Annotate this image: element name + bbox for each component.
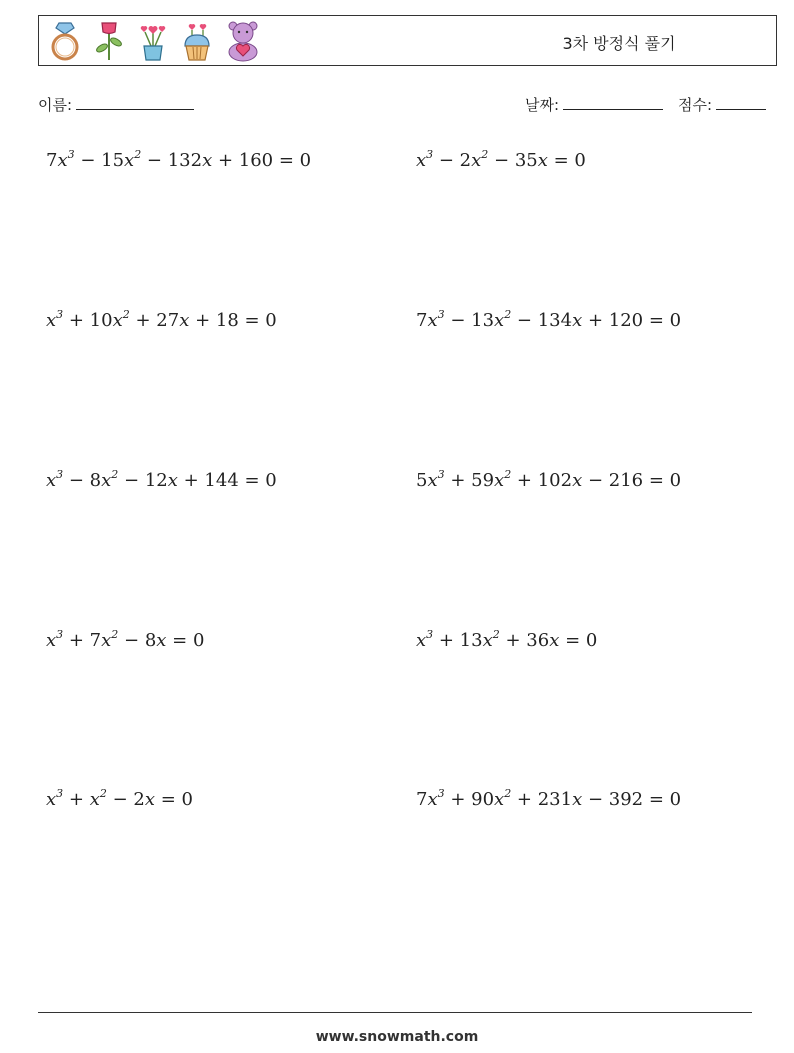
variable: $x^3$ bbox=[46, 468, 64, 491]
equation-term: − 8 bbox=[63, 470, 102, 491]
equation-term: − 15 bbox=[74, 150, 125, 171]
variable: x bbox=[572, 789, 583, 810]
problem-2 bbox=[416, 150, 586, 171]
exponent: 2 bbox=[99, 787, 107, 800]
problem-6 bbox=[416, 470, 681, 491]
variable: x bbox=[537, 150, 548, 171]
name-label: 이름: bbox=[38, 96, 73, 114]
date-label: 날짜: bbox=[525, 96, 560, 114]
equation-term: − 134 bbox=[511, 310, 573, 331]
name-blank[interactable] bbox=[76, 95, 194, 110]
variable: $x^3$ bbox=[46, 628, 64, 651]
equation-term: + 120 = 0 bbox=[582, 310, 682, 331]
variable: $x^2$ bbox=[494, 308, 512, 331]
score-field bbox=[678, 94, 766, 115]
variable: $x^2$ bbox=[89, 787, 107, 810]
variable: x bbox=[156, 630, 167, 651]
equation-term: + 160 = 0 bbox=[212, 150, 312, 171]
exponent: 2 bbox=[111, 468, 119, 481]
problem-8 bbox=[416, 630, 597, 651]
equation-term: + 90 bbox=[444, 789, 495, 810]
equation-term: + 102 bbox=[511, 470, 573, 491]
exponent: 3 bbox=[426, 628, 434, 641]
variable: $x^2$ bbox=[112, 308, 130, 331]
variable: $x^3$ bbox=[46, 308, 64, 331]
equation-term: + 27 bbox=[129, 310, 180, 331]
header-box bbox=[38, 15, 777, 66]
equation-term: = 0 bbox=[559, 630, 598, 651]
equation-term: = 0 bbox=[154, 789, 193, 810]
footer-divider bbox=[38, 1012, 752, 1013]
equation-term: + 10 bbox=[63, 310, 113, 331]
equation-term: − 12 bbox=[118, 470, 168, 491]
variable: x bbox=[549, 630, 560, 651]
coefficient: 7 bbox=[416, 789, 428, 810]
variable: $x^2$ bbox=[482, 628, 500, 651]
footer-url[interactable]: www.snowmath.com bbox=[315, 1029, 479, 1045]
coefficient: 7 bbox=[46, 150, 58, 171]
problem-10 bbox=[416, 789, 681, 810]
problem-5 bbox=[46, 470, 277, 491]
exponent: 3 bbox=[426, 148, 434, 161]
variable: $x^3$ bbox=[57, 148, 75, 171]
exponent: 3 bbox=[56, 308, 64, 321]
page-title: 3차 방정식 풀기 bbox=[562, 34, 676, 53]
date-blank[interactable] bbox=[563, 95, 663, 110]
variable: $x^3$ bbox=[416, 148, 434, 171]
equation-term: − 8 bbox=[118, 630, 157, 651]
variable: $x^3$ bbox=[427, 787, 445, 810]
variable: x bbox=[144, 789, 155, 810]
variable: x bbox=[572, 310, 583, 331]
equation-term: + 7 bbox=[63, 630, 102, 651]
equation-term: + 144 = 0 bbox=[177, 470, 277, 491]
exponent: 3 bbox=[56, 468, 64, 481]
teddy-bear-icon bbox=[223, 20, 263, 62]
equation-term: + 18 = 0 bbox=[189, 310, 277, 331]
variable: $x^2$ bbox=[494, 468, 512, 491]
equation-term: + 36 bbox=[499, 630, 550, 651]
exponent: 3 bbox=[437, 468, 445, 481]
ring-icon bbox=[45, 20, 85, 62]
equation-term: + 13 bbox=[433, 630, 483, 651]
variable: x bbox=[167, 470, 178, 491]
problem-3 bbox=[46, 310, 277, 331]
equation-term: = 0 bbox=[547, 150, 586, 171]
cupcake-icon bbox=[177, 20, 217, 62]
equation-term: − 13 bbox=[444, 310, 495, 331]
variable: $x^2$ bbox=[124, 148, 142, 171]
variable: $x^2$ bbox=[101, 628, 119, 651]
variable: $x^2$ bbox=[101, 468, 119, 491]
equation-term: = 0 bbox=[166, 630, 205, 651]
variable: $x^3$ bbox=[416, 628, 434, 651]
variable: $x^3$ bbox=[427, 308, 445, 331]
equation-term: − 2 bbox=[106, 789, 145, 810]
date-field bbox=[525, 94, 663, 115]
equation-term: − 2 bbox=[433, 150, 472, 171]
exponent: 2 bbox=[504, 787, 512, 800]
flower-pot-icon bbox=[133, 20, 173, 62]
exponent: 3 bbox=[56, 787, 64, 800]
exponent: 2 bbox=[111, 628, 119, 641]
problem-9 bbox=[46, 789, 193, 810]
variable: $x^2$ bbox=[471, 148, 489, 171]
equation-term: − 35 bbox=[488, 150, 538, 171]
name-field bbox=[38, 94, 194, 115]
problem-7 bbox=[46, 630, 204, 651]
exponent: 2 bbox=[492, 628, 500, 641]
exponent: 3 bbox=[437, 308, 445, 321]
coefficient: 7 bbox=[416, 310, 428, 331]
exponent: 3 bbox=[67, 148, 75, 161]
score-label: 점수: bbox=[678, 96, 713, 114]
exponent: 2 bbox=[122, 308, 130, 321]
variable: x bbox=[572, 470, 583, 491]
variable: x bbox=[202, 150, 213, 171]
problem-1 bbox=[46, 150, 311, 171]
exponent: 2 bbox=[481, 148, 489, 161]
coefficient: 5 bbox=[416, 470, 428, 491]
variable: $x^3$ bbox=[427, 468, 445, 491]
variable: $x^2$ bbox=[494, 787, 512, 810]
exponent: 2 bbox=[504, 468, 512, 481]
exponent: 3 bbox=[56, 628, 64, 641]
equation-term: + 59 bbox=[444, 470, 495, 491]
exponent: 2 bbox=[504, 308, 512, 321]
exponent: 3 bbox=[437, 787, 445, 800]
rose-icon bbox=[89, 20, 129, 62]
exponent: 2 bbox=[134, 148, 142, 161]
equation-term: − 392 = 0 bbox=[582, 789, 682, 810]
equation-term: + 231 bbox=[511, 789, 573, 810]
equation-term: − 132 bbox=[141, 150, 203, 171]
variable: $x^3$ bbox=[46, 787, 64, 810]
score-blank[interactable] bbox=[716, 95, 766, 110]
variable: x bbox=[179, 310, 190, 331]
equation-term: − 216 = 0 bbox=[582, 470, 682, 491]
problem-4 bbox=[416, 310, 681, 331]
equation-term: + bbox=[63, 789, 90, 810]
